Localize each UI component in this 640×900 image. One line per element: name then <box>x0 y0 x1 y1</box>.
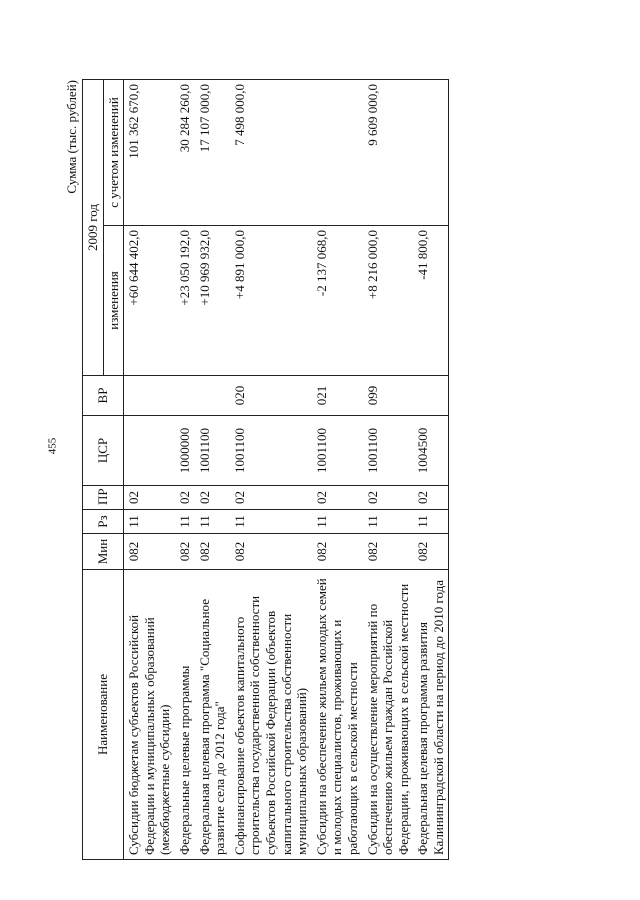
row-rz: 11 <box>312 510 363 534</box>
row-name: Федеральные целевые программы <box>175 570 195 860</box>
row-total: 17 107 000,0 <box>195 80 230 226</box>
row-pr: 02 <box>230 486 312 510</box>
row-name: Федеральная целевая программа "Социальное развитие села до 2012 года" <box>195 570 230 860</box>
row-min: 082 <box>195 534 230 570</box>
row-total: 7 498 000,0 <box>230 80 312 226</box>
row-min: 082 <box>312 534 363 570</box>
row-name: Федеральная целевая программа развития Калининградской области на период до 2010 года <box>413 570 449 860</box>
table-row <box>312 80 363 860</box>
row-total <box>413 80 449 226</box>
row-rz: 11 <box>124 510 175 534</box>
table-row <box>363 80 414 860</box>
row-csr: 1001100 <box>195 416 230 486</box>
row-name: Субсидии бюджетам субъектов Российской Федерации и муниципальных образований (межбюджетные субсидии) <box>124 570 175 860</box>
row-name: Субсидии на обеспечение жильем молодых семей и молодых специалистов, проживающих и работающих в сельской местности <box>312 570 363 860</box>
row-changes: +4 891 000,0 <box>230 226 312 376</box>
page-number: 455 <box>46 437 59 455</box>
row-vr: 099 <box>363 376 414 416</box>
row-pr: 02 <box>413 486 449 510</box>
unit-label: Сумма (тыс. рублей) <box>64 80 79 194</box>
table-body <box>124 80 449 860</box>
table-row <box>195 80 230 860</box>
header-changes: изменения <box>103 226 124 376</box>
row-min: 082 <box>230 534 312 570</box>
row-total <box>312 80 363 226</box>
budget-table <box>82 79 449 860</box>
row-changes: +10 969 932,0 <box>195 226 230 376</box>
row-vr <box>413 376 449 416</box>
header-name: Наименование <box>83 570 124 860</box>
row-csr: 1004500 <box>413 416 449 486</box>
row-pr: 02 <box>363 486 414 510</box>
row-changes: -41 800,0 <box>413 226 449 376</box>
header-with-changes: с учетом изменений <box>103 80 124 226</box>
row-csr: 1000000 <box>175 416 195 486</box>
row-changes: +60 644 402,0 <box>124 226 175 376</box>
table-row <box>413 80 449 860</box>
row-csr <box>124 416 175 486</box>
rotated-page <box>64 80 640 860</box>
row-pr: 02 <box>124 486 175 510</box>
row-csr: 1001100 <box>230 416 312 486</box>
row-vr <box>124 376 175 416</box>
row-pr: 02 <box>175 486 195 510</box>
row-total: 30 284 260,0 <box>175 80 195 226</box>
row-min: 082 <box>124 534 175 570</box>
header-min: Мин <box>83 534 124 570</box>
header-vr: ВР <box>83 376 124 416</box>
table-row <box>230 80 312 860</box>
header-year: 2009 год <box>83 80 104 376</box>
row-rz: 11 <box>195 510 230 534</box>
row-min: 082 <box>363 534 414 570</box>
table-row <box>124 80 175 860</box>
table-row <box>175 80 195 860</box>
row-vr: 021 <box>312 376 363 416</box>
row-name: Субсидии на осуществление мероприятий по обеспечению жильем граждан Российской Федерации, проживающих в сельской местности <box>363 570 414 860</box>
row-changes: -2 137 068,0 <box>312 226 363 376</box>
row-csr: 1001100 <box>312 416 363 486</box>
header-csr: ЦСР <box>83 416 124 486</box>
row-vr <box>175 376 195 416</box>
header-pr: ПР <box>83 486 124 510</box>
row-pr: 02 <box>195 486 230 510</box>
row-total: 9 609 000,0 <box>363 80 414 226</box>
header-rz: Рз <box>83 510 124 534</box>
row-rz: 11 <box>413 510 449 534</box>
row-total: 101 362 670,0 <box>124 80 175 226</box>
row-min: 082 <box>175 534 195 570</box>
row-changes: +23 050 192,0 <box>175 226 195 376</box>
row-name: Софинансирование объектов капитального строительства государственной собственности субъектов Российской Федерации (объектов капитального строительства собственности муниципальных образований) <box>230 570 312 860</box>
header-row <box>83 80 104 860</box>
row-rz: 11 <box>363 510 414 534</box>
row-pr: 02 <box>312 486 363 510</box>
row-rz: 11 <box>175 510 195 534</box>
row-min: 082 <box>413 534 449 570</box>
row-vr <box>195 376 230 416</box>
row-changes: +8 216 000,0 <box>363 226 414 376</box>
row-rz: 11 <box>230 510 312 534</box>
row-csr: 1001100 <box>363 416 414 486</box>
row-vr: 020 <box>230 376 312 416</box>
